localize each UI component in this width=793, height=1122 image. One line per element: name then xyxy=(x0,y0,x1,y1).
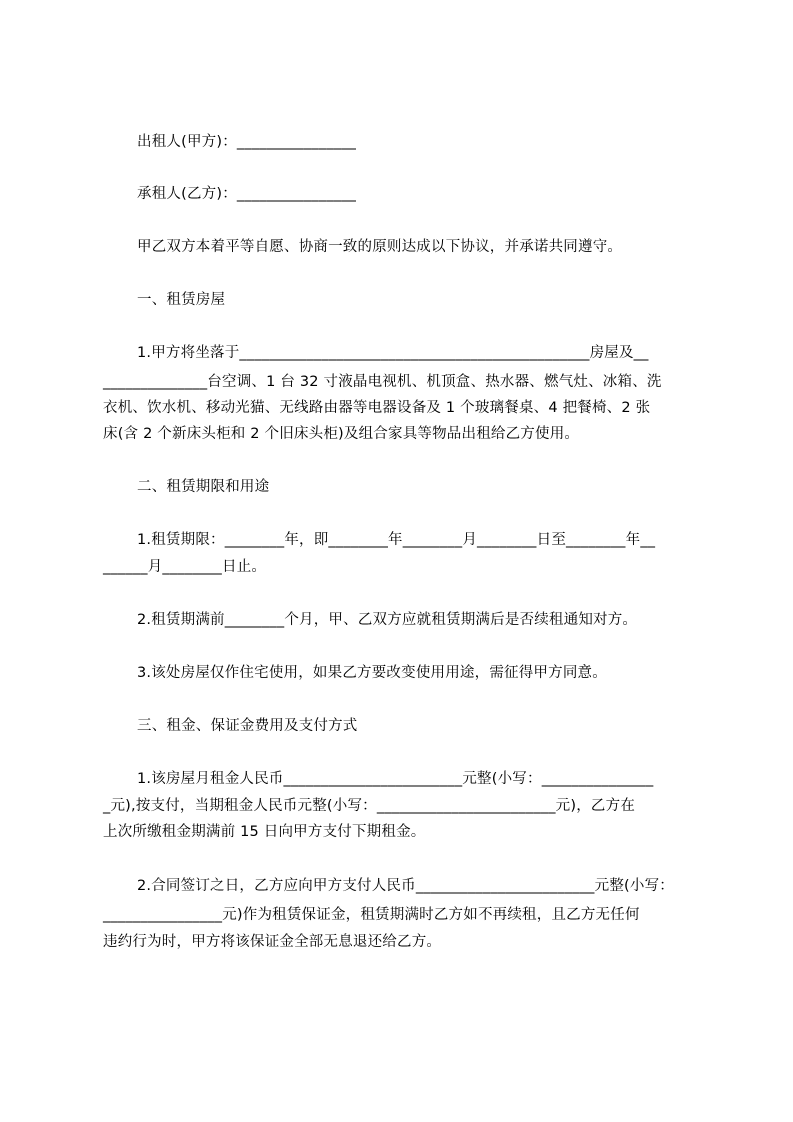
section-3-clause-1-line-1: 1.该房屋月租金人民币________________________元整(小写：_______________ xyxy=(137,771,654,787)
section-heading-2: 二、租赁期限和用途 xyxy=(137,479,270,495)
section-3-clause-1-line-3: 上次所缴租金期满前 15 日向甲方支付下期租金。 xyxy=(103,824,426,840)
section-2-clause-1-line-1: 1.租赁期限：________年，即________年________月________日至________年__ xyxy=(137,532,656,548)
section-2-clause-3: 3.该处房屋仅作住宅使用，如果乙方要改变使用用途，需征得甲方同意。 xyxy=(137,665,607,681)
section-1-clause-1-line-4: 床(含 2 个新床头柜和 2 个旧床头柜)及组合家具等物品出租给乙方使用。 xyxy=(103,426,580,442)
lessee-line: 承租人(乙方)：________________ xyxy=(137,186,357,202)
section-heading-1: 一、租赁房屋 xyxy=(137,292,226,308)
lessor-line: 出租人(甲方)：________________ xyxy=(137,134,357,150)
section-1-clause-1-line-1: 1.甲方将坐落于_______________________________________________房屋及__ xyxy=(137,345,649,361)
section-heading-3: 三、租金、保证金费用及支付方式 xyxy=(137,718,358,734)
section-3-clause-2-line-2: ________________元)作为租赁保证金，租赁期满时乙方如不再续租，且乙方无任何 xyxy=(103,907,640,923)
section-3-clause-1-line-2: _元),按支付，当期租金人民币元整(小写：________________________元)，乙方在 xyxy=(103,798,636,814)
section-3-clause-2-line-1: 2.合同签订之日，乙方应向甲方支付人民币________________________元整(小写： xyxy=(137,878,674,894)
preamble: 甲乙双方本着平等自愿、协商一致的原则达成以下协议，并承诺共同遵守。 xyxy=(137,239,623,255)
section-1-clause-1-line-2: ______________台空调、1 台 32 寸液晶电视机、机顶盒、热水器、燃气灶、冰箱、洗 xyxy=(103,374,662,390)
section-3-clause-2-line-3: 违约行为时，甲方将该保证金全部无息退还给乙方。 xyxy=(103,934,442,950)
section-1-clause-1-line-3: 衣机、饮水机、移动光猫、无线路由器等电器设备及 1 个玻璃餐桌、4 把餐椅、2 张 xyxy=(103,400,651,416)
section-2-clause-2: 2.租赁期满前________个月，甲、乙双方应就租赁期满后是否续租通知对方。 xyxy=(137,612,638,628)
section-2-clause-1-line-2: ______月________日止。 xyxy=(103,559,267,575)
